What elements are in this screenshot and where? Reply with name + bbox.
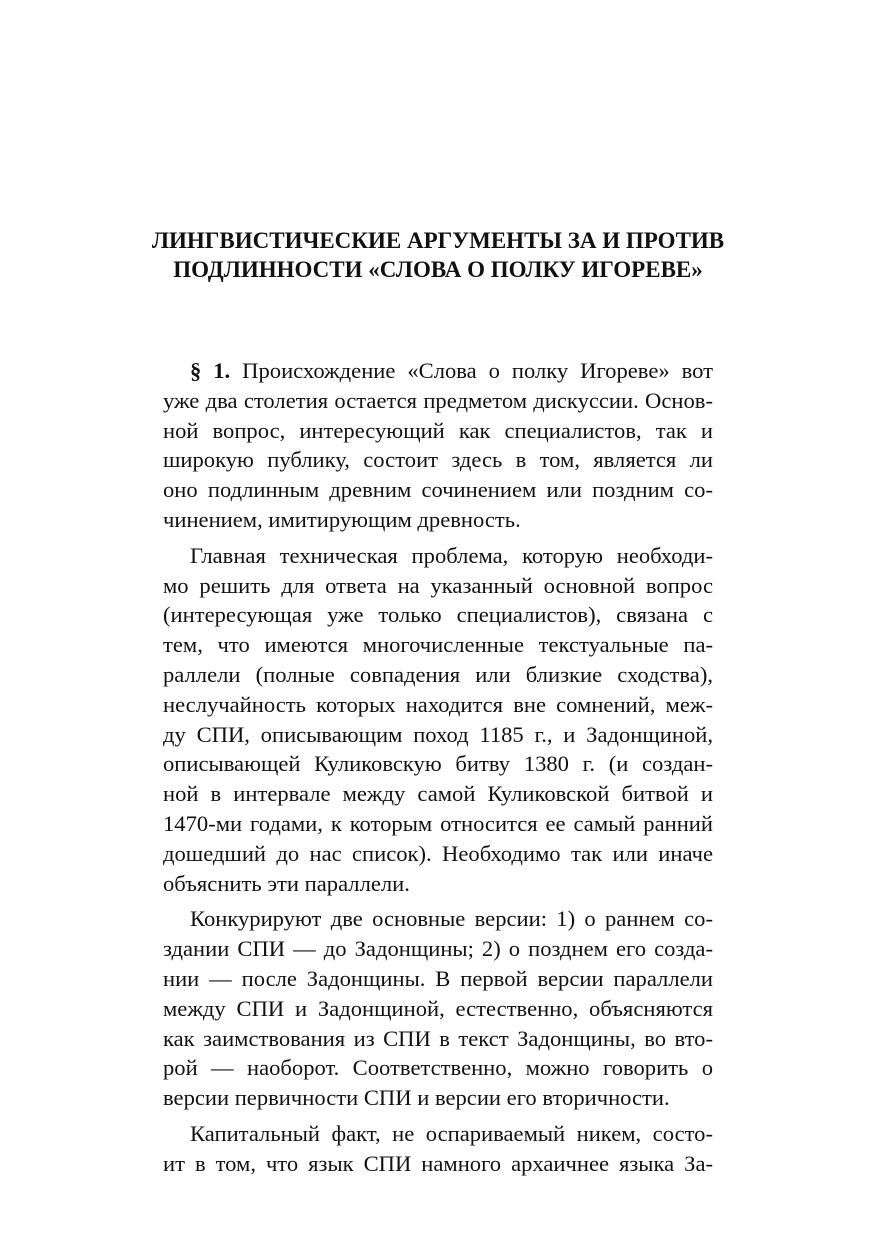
text-line: здании СПИ — до Задонщины; 2) о позднем его созда- [163, 936, 713, 962]
paragraph-3 [163, 904, 713, 1113]
text-line: раллели (полные совпадения или близкие сходства), [163, 661, 713, 687]
text-line: ной вопрос, интересующий как специалистов, так и [163, 417, 713, 443]
text-line: рой — наоборот. Соответственно, можно говорить о [163, 1055, 713, 1081]
text-line: ной в интервале между самой Куликовской битвой и [163, 781, 713, 807]
text-line: описывающей Куликовскую битву 1380 г. (и создан- [163, 751, 713, 777]
body-text [163, 356, 713, 1179]
chapter-title-line-2: ПОДЛИННОСТИ «СЛОВА О ПОЛКУ ИГОРЕВЕ» [173, 257, 703, 282]
paragraph-1 [163, 356, 713, 535]
text-line: ит в том, что язык СПИ намного архаичнее языка За- [163, 1150, 713, 1176]
section-number: § 1. [190, 358, 231, 383]
text-line: (интересующая уже только специалистов), связана с [163, 602, 713, 628]
text-line: 1470-ми годами, к которым относится ее самый ранний [163, 810, 713, 836]
text-line: тем, что имеются многочисленные текстуальные па- [163, 632, 713, 658]
paragraph-4 [163, 1119, 713, 1179]
text-line: дошедший до нас список). Необходимо так или иначе [163, 840, 713, 866]
text-line: уже два столетия остается предметом дискуссии. Основ- [163, 387, 713, 413]
paragraph-2 [163, 541, 713, 899]
text-line: Капитальный факт, не оспариваемый никем, состо- [190, 1120, 713, 1146]
text-line: Конкурируют две основные версии: 1) о раннем со- [190, 906, 713, 932]
text-line: нии — после Задонщины. В первой версии параллели [163, 965, 713, 991]
text-line: широкую публику, состоит здесь в том, является ли [163, 447, 713, 473]
chapter-title-line-1: ЛИНГВИСТИЧЕСКИЕ АРГУМЕНТЫ ЗА И ПРОТИВ [151, 228, 725, 253]
text-line: между СПИ и Задонщиной, естественно, объясняются [163, 995, 713, 1021]
text-line: версии первичности СПИ и версии его вторичности. [163, 1085, 670, 1111]
text-line: неслучайность которых находится вне сомнений, меж- [163, 691, 713, 717]
text-line: как заимствования из СПИ в текст Задонщины, во вто- [163, 1025, 713, 1051]
text-line: мо решить для ответа на указанный основной вопрос [163, 572, 713, 598]
text-line: объяснить эти параллели. [163, 870, 410, 896]
text-line: § 1. Происхождение «Слова о полку Игореве» вот [190, 358, 713, 383]
chapter-title [0, 226, 876, 284]
text-line: ду СПИ, описывающим поход 1185 г., и Задонщиной, [163, 721, 713, 747]
text-line: оно подлинным древним сочинением или поздним со- [163, 477, 713, 503]
text-line: чинением, имитирующим древность. [163, 506, 521, 532]
text-line: Главная техническая проблема, которую необходи- [190, 542, 713, 568]
